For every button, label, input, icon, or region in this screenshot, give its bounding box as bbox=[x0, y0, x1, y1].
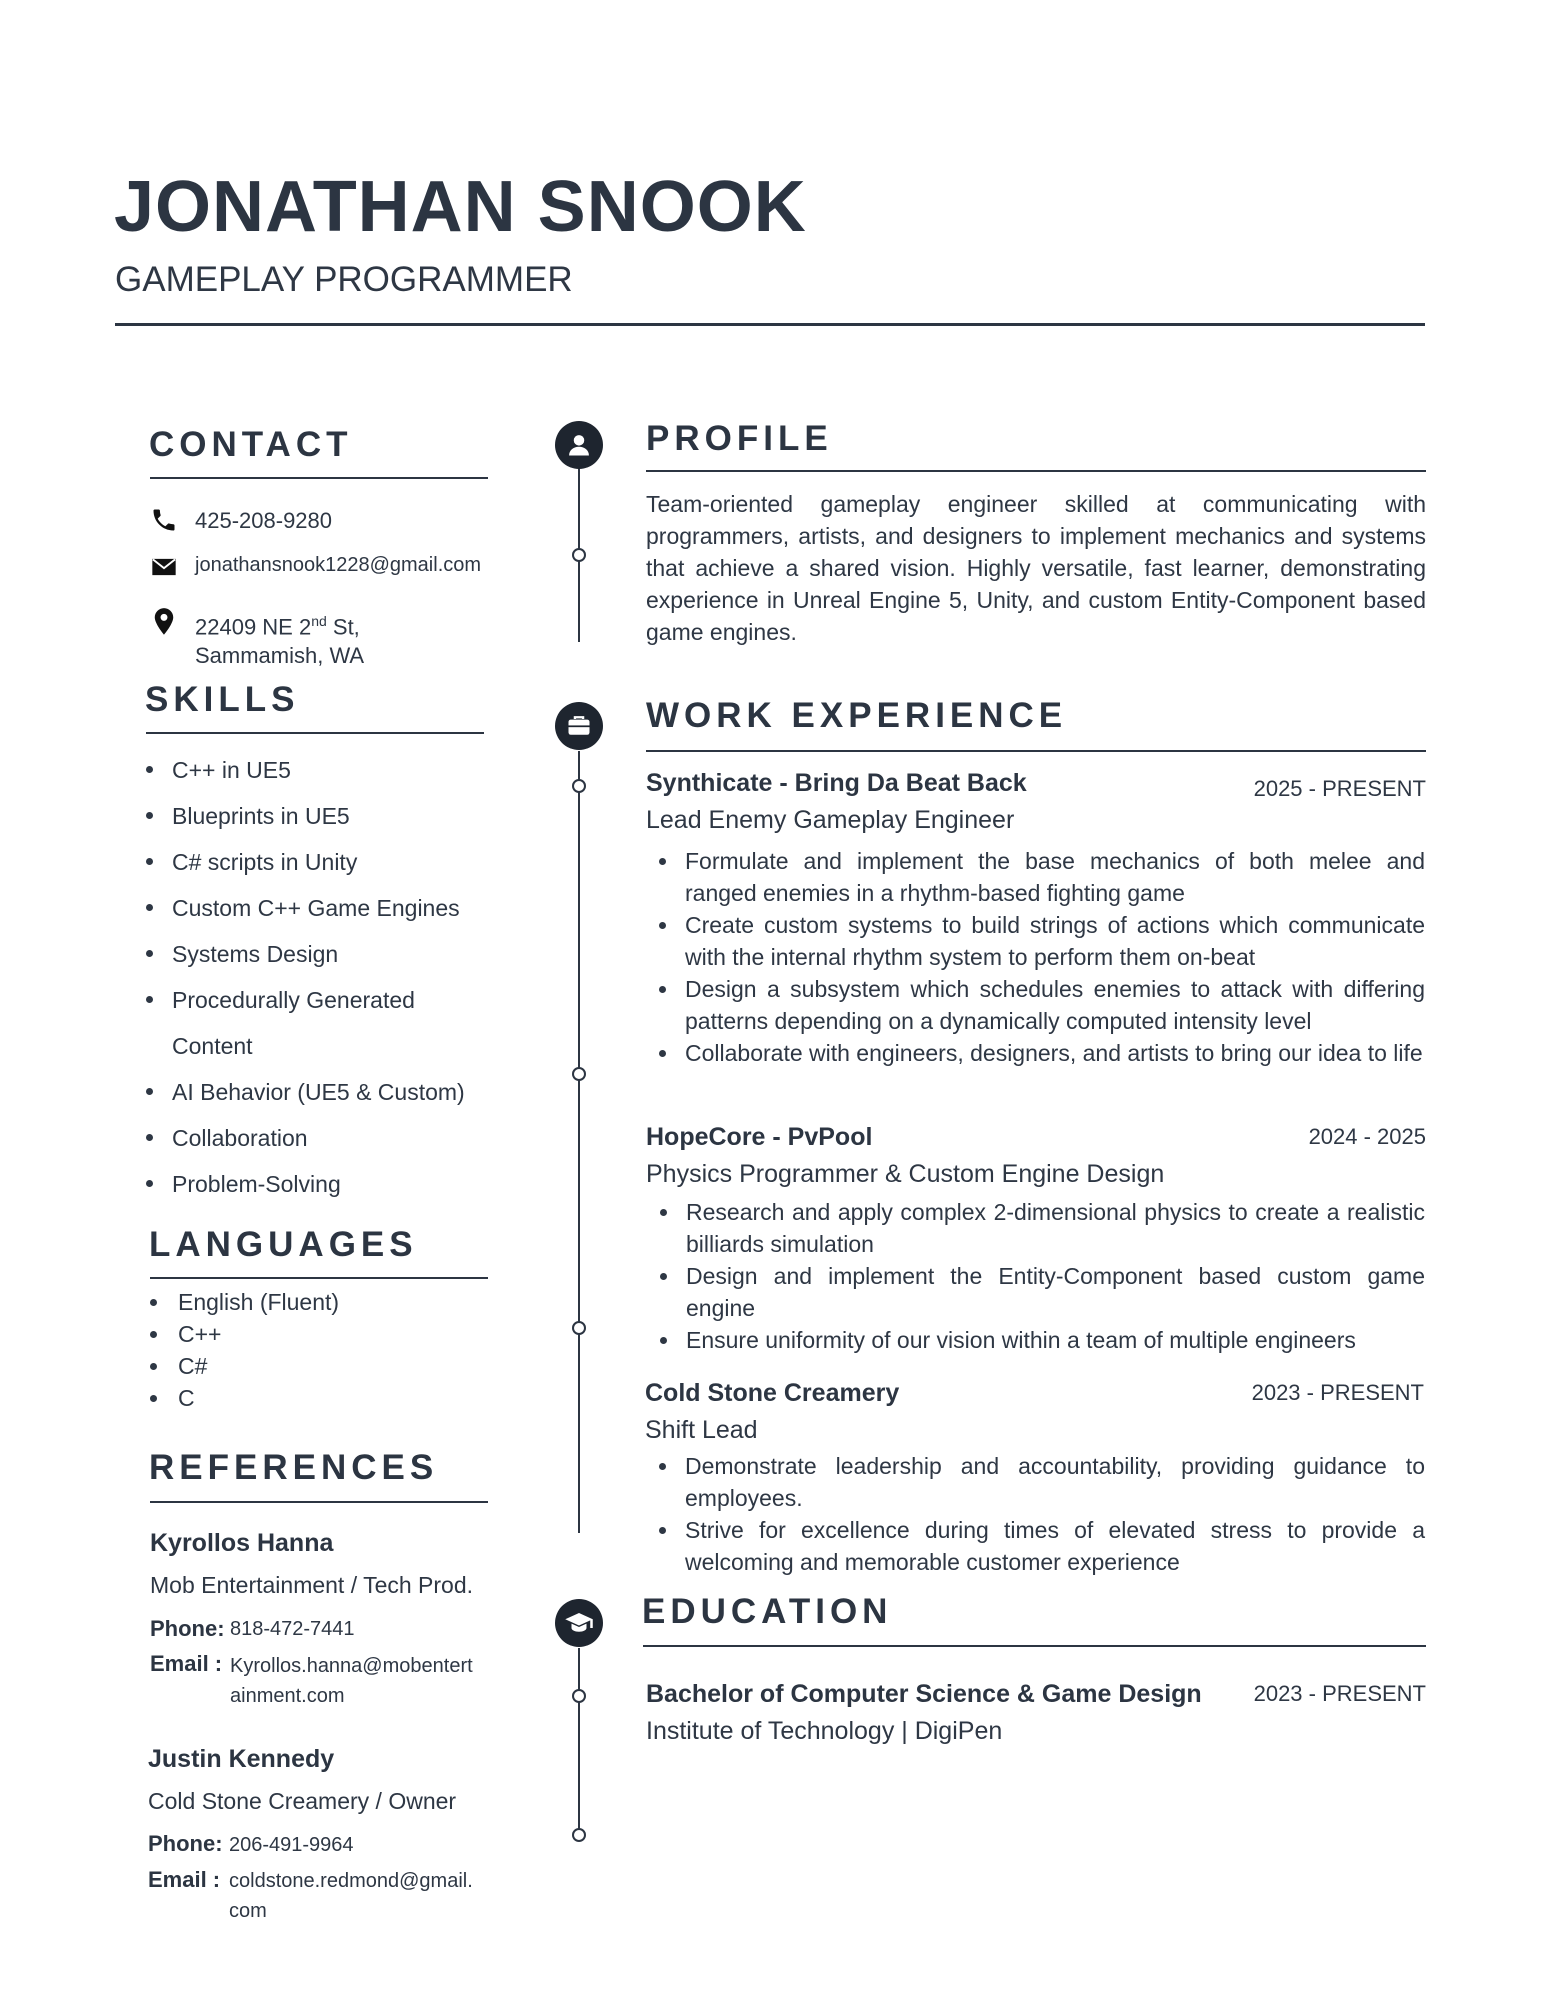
job-bullet: Collaborate with engineers, designers, and artists to bring our idea to life bbox=[647, 1037, 1425, 1069]
job-bullet: Strive for excellence during times of elevated stress to provide a welcoming and memorable customer experience bbox=[647, 1514, 1425, 1578]
job-bullets bbox=[648, 1196, 1425, 1356]
skill-item-text: Procedurally Generated bbox=[172, 987, 415, 1013]
job-date: 2023 - PRESENT bbox=[1251, 1380, 1424, 1405]
address-street: 22409 NE 2 bbox=[195, 614, 312, 640]
address-city: Sammamish, WA bbox=[195, 643, 365, 669]
skill-item: Problem-Solving bbox=[146, 1161, 486, 1207]
skills-list bbox=[146, 747, 486, 1207]
job-role: Physics Programmer & Custom Engine Design bbox=[646, 1160, 1165, 1188]
contact-email: jonathansnook1228@gmail.com bbox=[195, 554, 482, 576]
education-school: Institute of Technology | DigiPen bbox=[646, 1717, 1003, 1745]
timeline-line-education bbox=[578, 1648, 580, 1834]
skills-divider bbox=[146, 732, 484, 734]
job-bullets bbox=[647, 845, 1425, 1069]
reference-email-line1: Kyrollos.hanna@mobentert bbox=[230, 1655, 473, 1677]
user-icon bbox=[555, 421, 603, 469]
briefcase-icon bbox=[555, 702, 603, 750]
skill-item: Blueprints in UE5 bbox=[146, 793, 486, 839]
reference-email-line2: com bbox=[229, 1900, 267, 1922]
work-divider bbox=[646, 750, 1426, 752]
education-date: 2023 - PRESENT bbox=[1253, 1681, 1426, 1706]
references-heading: REFERENCES bbox=[149, 1448, 439, 1487]
job-bullet: Create custom systems to build strings of actions which communicate with the internal rhythm system to perform them on-beat bbox=[647, 909, 1425, 973]
job-title: GAMEPLAY PROGRAMMER bbox=[115, 260, 573, 299]
language-item: C# bbox=[150, 1350, 480, 1382]
job-bullet: Demonstrate leadership and accountability, providing guidance to employees. bbox=[647, 1450, 1425, 1514]
contact-phone: 425-208-9280 bbox=[195, 508, 333, 533]
reference-name: Justin Kennedy bbox=[148, 1745, 335, 1773]
skill-item: C# scripts in Unity bbox=[146, 839, 486, 885]
timeline-node bbox=[572, 1828, 586, 1842]
job-bullet: Design a subsystem which schedules enemies to attack with differing patterns depending on a dynamically computed intensity level bbox=[647, 973, 1425, 1037]
graduation-cap-icon bbox=[555, 1599, 603, 1647]
timeline-node bbox=[572, 548, 586, 562]
job-bullet: Design and implement the Entity-Component based custom game engine bbox=[648, 1260, 1425, 1324]
timeline-node bbox=[572, 1689, 586, 1703]
profile-divider bbox=[646, 470, 1426, 472]
reference-email bbox=[229, 1866, 473, 1926]
education-degree: Bachelor of Computer Science & Game Design bbox=[646, 1680, 1202, 1708]
skill-item-text-cont: Content bbox=[172, 1033, 253, 1059]
candidate-name: JONATHAN SNOOK bbox=[114, 167, 807, 247]
timeline-node bbox=[572, 1067, 586, 1081]
reference-email-line1: coldstone.redmond@gmail. bbox=[229, 1870, 473, 1892]
job-date: 2024 - 2025 bbox=[1308, 1124, 1426, 1149]
job-company: Cold Stone Creamery bbox=[645, 1379, 900, 1407]
contact-heading: CONTACT bbox=[149, 425, 353, 464]
reference-email-label: Email : bbox=[148, 1867, 221, 1892]
timeline-line-work bbox=[578, 751, 580, 1533]
location-pin-icon bbox=[150, 607, 178, 635]
job-date: 2025 - PRESENT bbox=[1253, 776, 1426, 801]
timeline-line-profile bbox=[578, 450, 580, 642]
envelope-icon bbox=[150, 553, 178, 581]
job-role: Lead Enemy Gameplay Engineer bbox=[646, 806, 1015, 834]
education-heading: EDUCATION bbox=[642, 1592, 893, 1631]
reference-phone-label: Phone: bbox=[150, 1616, 225, 1641]
reference-email bbox=[230, 1651, 473, 1711]
reference-email-line2: ainment.com bbox=[230, 1685, 345, 1707]
job-company: HopeCore - PvPool bbox=[646, 1123, 873, 1151]
reference-role: Mob Entertainment / Tech Prod. bbox=[150, 1572, 474, 1598]
skill-item: Custom C++ Game Engines bbox=[146, 885, 486, 931]
languages-list bbox=[150, 1286, 480, 1414]
reference-email-label: Email : bbox=[150, 1651, 223, 1676]
education-divider bbox=[643, 1645, 1426, 1647]
timeline-node bbox=[572, 779, 586, 793]
address-ordinal: nd bbox=[311, 613, 327, 629]
language-item: C++ bbox=[150, 1318, 480, 1350]
languages-divider bbox=[150, 1277, 488, 1279]
profile-heading: PROFILE bbox=[646, 419, 833, 458]
job-bullet: Ensure uniformity of our vision within a team of multiple engineers bbox=[648, 1324, 1425, 1356]
language-item: C bbox=[150, 1382, 480, 1414]
profile-summary: Team-oriented gameplay engineer skilled at communicating with programmers, artists, and designers to implement mechanics and systems that achieve a shared vision. Highly versatile, fast learner, demonstrating experience in Unreal Engine 5, Unity, and custom Entity-Component based game engines. bbox=[646, 491, 1426, 645]
skill-item: AI Behavior (UE5 & Custom) bbox=[146, 1069, 486, 1115]
timeline-node bbox=[572, 1321, 586, 1335]
skills-heading: SKILLS bbox=[145, 680, 300, 719]
job-bullet: Formulate and implement the base mechanics of both melee and ranged enemies in a rhythm-based fighting game bbox=[647, 845, 1425, 909]
languages-heading: LANGUAGES bbox=[149, 1225, 418, 1264]
reference-phone: 818-472-7441 bbox=[230, 1618, 355, 1640]
references-divider bbox=[150, 1501, 488, 1503]
contact-divider bbox=[150, 477, 488, 479]
job-role: Shift Lead bbox=[645, 1416, 758, 1444]
reference-role: Cold Stone Creamery / Owner bbox=[148, 1788, 457, 1814]
reference-phone: 206-491-9964 bbox=[229, 1834, 354, 1856]
work-heading: WORK EXPERIENCE bbox=[646, 696, 1068, 735]
reference-phone-label: Phone: bbox=[148, 1831, 223, 1856]
contact-address bbox=[195, 607, 364, 670]
reference-name: Kyrollos Hanna bbox=[150, 1529, 334, 1557]
job-bullet: Research and apply complex 2-dimensional physics to create a realistic billiards simulation bbox=[648, 1196, 1425, 1260]
skill-item: Collaboration bbox=[146, 1115, 486, 1161]
skill-item: C++ in UE5 bbox=[146, 747, 486, 793]
header-divider bbox=[115, 323, 1425, 326]
job-company: Synthicate - Bring Da Beat Back bbox=[646, 769, 1027, 797]
job-bullets bbox=[647, 1450, 1425, 1578]
skill-item: Systems Design bbox=[146, 931, 486, 977]
phone-icon bbox=[150, 506, 178, 534]
language-item: English (Fluent) bbox=[150, 1286, 480, 1318]
skill-item bbox=[146, 977, 486, 1069]
address-street-suffix: St, bbox=[326, 614, 360, 640]
